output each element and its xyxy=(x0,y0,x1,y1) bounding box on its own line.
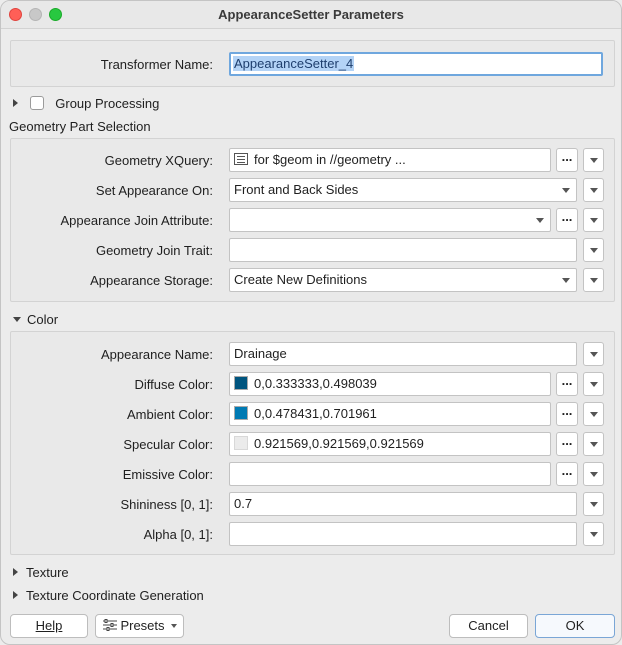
geometry-join-trait-label: Geometry Join Trait: xyxy=(95,243,213,258)
color-section-toggle[interactable] xyxy=(13,312,58,327)
alpha-menu-button[interactable] xyxy=(583,522,604,546)
appearance-join-attribute-menu-button[interactable] xyxy=(583,208,604,232)
sliders-icon xyxy=(102,619,118,631)
transformer-name-value: AppearanceSetter_4 xyxy=(234,56,354,71)
appearance-join-attribute-label: Appearance Join Attribute: xyxy=(60,213,213,228)
geometry-xquery-ellipsis-button[interactable]: ... xyxy=(556,148,578,172)
diffuse-color-value: 0,0.333333,0.498039 xyxy=(254,376,377,391)
window-title: AppearanceSetter Parameters xyxy=(218,7,404,22)
ambient-color-value: 0,0.478431,0.701961 xyxy=(254,406,377,421)
specular-color-field[interactable] xyxy=(229,432,551,456)
ambient-color-menu-button[interactable] xyxy=(583,402,604,426)
chevron-down-icon xyxy=(171,624,177,628)
help-button-label: Help xyxy=(35,618,63,633)
set-appearance-on-label: Set Appearance On: xyxy=(95,183,213,198)
appearance-join-attribute-ellipsis-button[interactable]: ... xyxy=(556,208,578,232)
appearance-storage-label: Appearance Storage: xyxy=(90,273,213,288)
cancel-button-label: Cancel xyxy=(468,618,509,633)
texture-coordinate-generation-heading: Texture Coordinate Generation xyxy=(26,588,204,603)
expand-arrow-icon xyxy=(13,568,18,576)
texture-coordinate-generation-toggle[interactable] xyxy=(13,588,204,603)
shininess-menu-button[interactable] xyxy=(583,492,604,516)
alpha-input[interactable] xyxy=(229,522,577,546)
diffuse-color-field[interactable] xyxy=(229,372,551,396)
geometry-xquery-menu-button[interactable] xyxy=(583,148,604,172)
set-appearance-on-value: Front and Back Sides xyxy=(234,182,359,197)
shininess-input[interactable] xyxy=(229,492,577,516)
collapse-arrow-icon xyxy=(13,317,21,322)
geometry-xquery-label: Geometry XQuery: xyxy=(104,153,213,168)
diffuse-color-menu-button[interactable] xyxy=(583,372,604,396)
appearance-join-attribute-select[interactable] xyxy=(229,208,551,232)
transformer-name-input[interactable] xyxy=(229,52,603,76)
specular-color-swatch[interactable] xyxy=(234,436,248,450)
ambient-color-label: Ambient Color: xyxy=(127,407,213,422)
ambient-color-swatch[interactable] xyxy=(234,406,248,420)
transformer-name-panel xyxy=(10,40,615,87)
appearance-name-input[interactable] xyxy=(229,342,577,366)
ok-button-label: OK xyxy=(565,618,585,633)
set-appearance-on-menu-button[interactable] xyxy=(583,178,604,202)
ok-button[interactable] xyxy=(535,614,615,638)
appearance-storage-value: Create New Definitions xyxy=(234,272,367,287)
shininess-label: Shininess [0, 1]: xyxy=(120,497,213,512)
chevron-down-icon xyxy=(536,218,544,223)
geometry-xquery-value: for $geom in //geometry ... xyxy=(254,152,406,167)
specular-color-ellipsis-button[interactable]: ... xyxy=(556,432,578,456)
chevron-down-icon xyxy=(562,188,570,193)
emissive-color-ellipsis-button[interactable]: ... xyxy=(556,462,578,486)
geometry-join-trait-input[interactable] xyxy=(229,238,577,262)
group-processing-label: Group Processing xyxy=(55,96,160,111)
appearance-name-label: Appearance Name: xyxy=(100,347,213,362)
set-appearance-on-select[interactable] xyxy=(229,178,577,202)
specular-color-label: Specular Color: xyxy=(123,437,213,452)
presets-button-label: Presets xyxy=(120,618,165,633)
group-processing-checkbox[interactable] xyxy=(30,96,44,110)
appearance-name-menu-button[interactable] xyxy=(583,342,604,366)
ambient-color-ellipsis-button[interactable]: ... xyxy=(556,402,578,426)
expand-arrow-icon[interactable] xyxy=(13,99,18,107)
appearance-storage-select[interactable] xyxy=(229,268,577,292)
color-section-heading: Color xyxy=(27,312,59,327)
appearance-storage-menu-button[interactable] xyxy=(583,268,604,292)
shininess-value: 0.7 xyxy=(234,496,253,511)
expand-arrow-icon xyxy=(13,591,18,599)
specular-color-menu-button[interactable] xyxy=(583,432,604,456)
title-bar xyxy=(1,1,621,29)
chevron-down-icon xyxy=(562,278,570,283)
diffuse-color-label: Diffuse Color: xyxy=(134,377,213,392)
transformer-name-label: Transformer Name: xyxy=(100,57,213,72)
presets-button[interactable] xyxy=(95,614,184,638)
texture-section-toggle[interactable] xyxy=(13,565,69,580)
color-panel xyxy=(10,331,615,555)
group-processing-row xyxy=(13,96,159,111)
diffuse-color-ellipsis-button[interactable]: ... xyxy=(556,372,578,396)
geometry-part-selection-heading: Geometry Part Selection xyxy=(9,119,151,134)
geometry-part-selection-panel xyxy=(10,138,615,302)
diffuse-color-swatch[interactable] xyxy=(234,376,248,390)
ambient-color-field[interactable] xyxy=(229,402,551,426)
emissive-color-field[interactable] xyxy=(229,462,551,486)
cancel-button[interactable] xyxy=(449,614,528,638)
geometry-join-trait-menu-button[interactable] xyxy=(583,238,604,262)
specular-color-value: 0.921569,0.921569,0.921569 xyxy=(254,436,424,451)
appearance-name-value: Drainage xyxy=(234,346,287,361)
emissive-color-label: Emissive Color: xyxy=(122,467,213,482)
alpha-label: Alpha [0, 1]: xyxy=(143,527,213,542)
list-icon xyxy=(234,153,248,165)
geometry-xquery-field[interactable] xyxy=(229,148,551,172)
texture-section-heading: Texture xyxy=(26,565,69,580)
help-button[interactable] xyxy=(10,614,88,638)
emissive-color-menu-button[interactable] xyxy=(583,462,604,486)
